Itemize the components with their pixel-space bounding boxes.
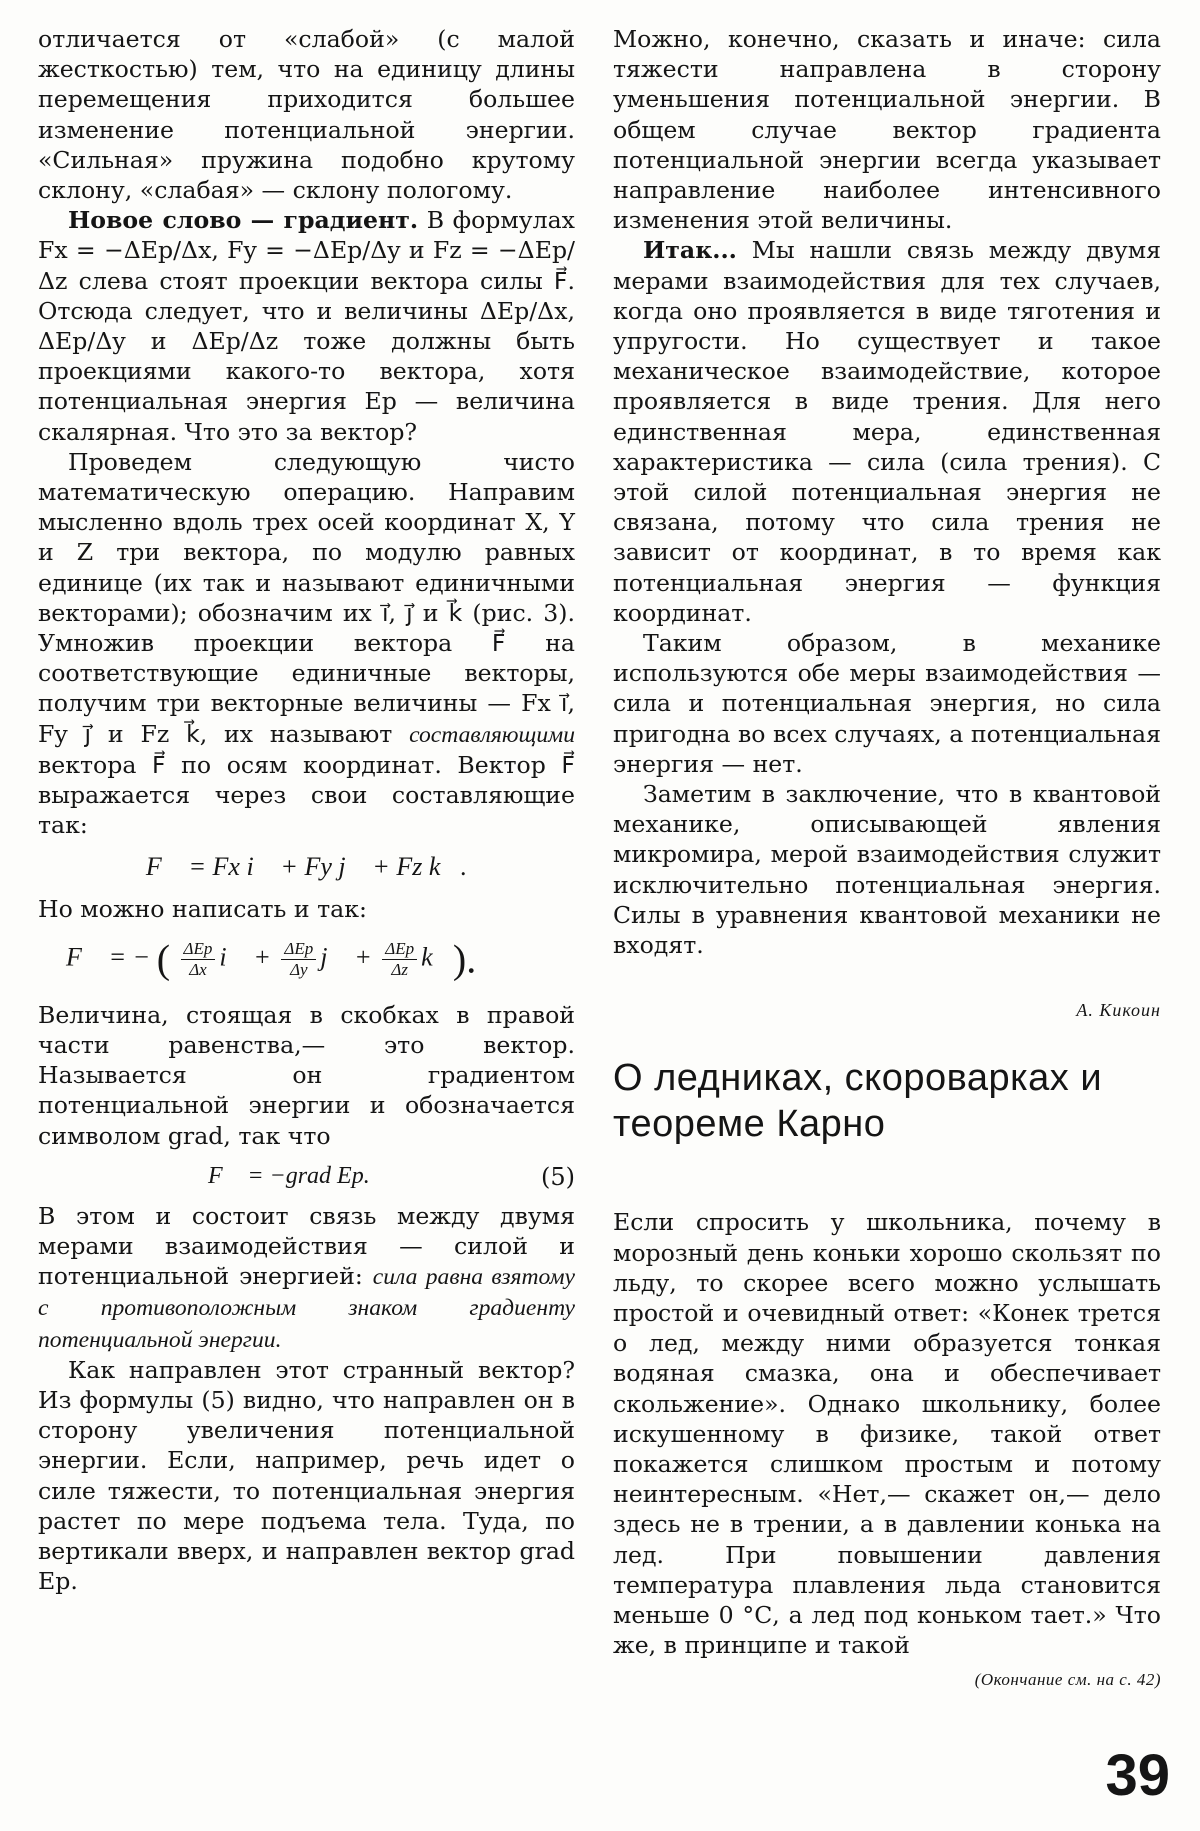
right-column — [613, 24, 1161, 1690]
paragraph: Как направлен этот странный вектор? Из формулы (5) видно, что направлен он в сторону увеличения потенциальной энергии. Если, например, речь идет о силе тяжести, то потенциальная энергия растет по мере подъема тела. Туда, по вертикали вверх, и направлен вектор grad Ep. — [38, 1355, 575, 1596]
paragraph — [38, 205, 575, 447]
author-signature: А. Кикоин — [1076, 1000, 1161, 1021]
unit-vector: j⃗ + — [320, 942, 372, 972]
formula-gradient — [38, 936, 575, 982]
paragraph — [613, 235, 1161, 628]
paragraph-text: В формулах Fx = −ΔEp/Δx, Fy = −ΔEp/Δy и Fz = −ΔEp/Δz слева стоят проекции вектора силы F⃗. Отсюда следует, что и величины ΔEp/Δx, ΔEp/Δy и ΔEp/Δz тоже должны быть проекциями какого-то вектора, хотя потенциальная энергия Ep — величина скалярная. Что это за вектор? — [38, 206, 575, 446]
paragraph: Заметим в заключение, что в квантовой механике, описывающей явления микромира, мерой взаимодействия служит исключительно потенциальная энергия. Силы в уравнения квантовой механики не входят. — [613, 780, 1161, 960]
paragraph-text: Мы нашли связь между двумя мерами взаимодействия для тех случаев, когда оно проявляется в виде тяготения и упругости. Но существует и такое механическое взаимодействие, которое проявляется в виде трения. Для него единственная мера, единственная характеристика — сила (сила трения). С этой силой потенциальная энергия не связана, потому что сила трения не зависит от координат, в то время как потенциальная энергия — функция координат. — [613, 236, 1161, 627]
paragraph: отличается от «слабой» (с малой жесткостью) тем, что на единицу длины перемещения приходится большее изменение потенциальной энергии. «Сильная» пружина подобно крутому склону, «слабая» — склону пологому. — [38, 25, 575, 205]
paragraph-text: вектора F⃗ по осям координат. Вектор F⃗ выражается через свои составляющие так: — [38, 750, 575, 840]
paren-close: ). — [452, 936, 477, 982]
section-heading: Новое слово — градиент. — [68, 206, 419, 235]
formula-5-row — [38, 1163, 575, 1191]
fraction: $\frac{\text{ΔEp}}{\Delta z}$ — [382, 939, 417, 980]
paragraph: Величина, стоящая в скобках в правой части равенства,— это вектор. Называется он градиентом потенциальной энергии и обозначается символом grad, так что — [38, 1000, 575, 1150]
paragraph: Таким образом, в механике используются обе меры взаимодействия — сила и потенциальная энергия, но сила пригодна во всех случаях, а потенциальная энергия — нет. — [613, 629, 1161, 778]
paragraph: Можно, конечно, сказать и иначе: сила тяжести направлена в сторону уменьшения потенциальной энергии. В общем случае вектор градиента потенциальной энергии всегда указывает направление наиболее интенсивного изменения этой величины. — [613, 25, 1161, 235]
paragraph-text: В этом и состоит связь между двумя мерами взаимодействия — силой и потенциальной энергией: — [38, 1201, 575, 1291]
paragraph: Если спросить у школьника, почему в морозный день коньки хорошо скользят по льду, то скорее всего можно услышать простой и очевидный ответ: «Конек трется о лед, между ними образуется тонкая водяная смазка, она и обеспечивает скольжение». Однако школьнику, более искушенному в физике, такой ответ покажется слишком простым и потому неинтересным. «Нет,— скажет он,— дело здесь не в трении, а в давлении конька на лед. При повышении давления температура плавления льда становится меньше 0 °С, а лед под коньком тает.» Что же, в принципе и такой — [613, 1208, 1161, 1660]
equation-number: (5) — [541, 1162, 575, 1191]
section-heading: Итак... — [643, 236, 737, 265]
unit-vector: i⃗ + — [219, 942, 271, 972]
paren-open: ( — [156, 936, 171, 982]
emphasis-text: сила равна взятому с противоположным знаком градиенту потенциальной энергии. — [38, 1264, 575, 1353]
paragraph — [38, 1201, 575, 1355]
continuation-note: (Окончание см. на с. 42) — [974, 1670, 1161, 1690]
emphasis-text: составляющими — [409, 721, 575, 748]
article-title: О ледниках, скороварках и теореме Карно — [613, 1057, 1103, 1146]
left-column — [38, 24, 575, 1596]
formula-lhs: F⃗ = − — [66, 942, 151, 972]
unit-vector: k⃗ — [421, 942, 453, 972]
fraction: $\frac{\text{ΔEp}}{\Delta y}$ — [281, 939, 316, 980]
paragraph — [38, 447, 575, 841]
formula-5: F⃗ = −grad Ep. — [208, 1162, 370, 1189]
paragraph-text: Проведем следующую чисто математическую операцию. Направим мысленно вдоль трех осей координат X, Y и Z три вектора, по модулю равных единице (их так и называют единичными векторами); обозначим их i⃗, j⃗ и k⃗ (рис. 3). Умножив проекции вектора F⃗ на соответствующие единичные векторы, получим три векторные величины — Fx i⃗, Fy j⃗ и Fz k⃗, их называют — [38, 447, 575, 748]
formula-vector-components: F⃗ = Fx i⃗ + Fy j⃗ + Fz k⃗. — [145, 852, 468, 882]
fraction: $\frac{\text{ΔEp}}{\Delta x}$ — [181, 939, 216, 980]
page-number: 39 — [1105, 1743, 1170, 1808]
paragraph: Но можно написать и так: — [38, 895, 367, 924]
